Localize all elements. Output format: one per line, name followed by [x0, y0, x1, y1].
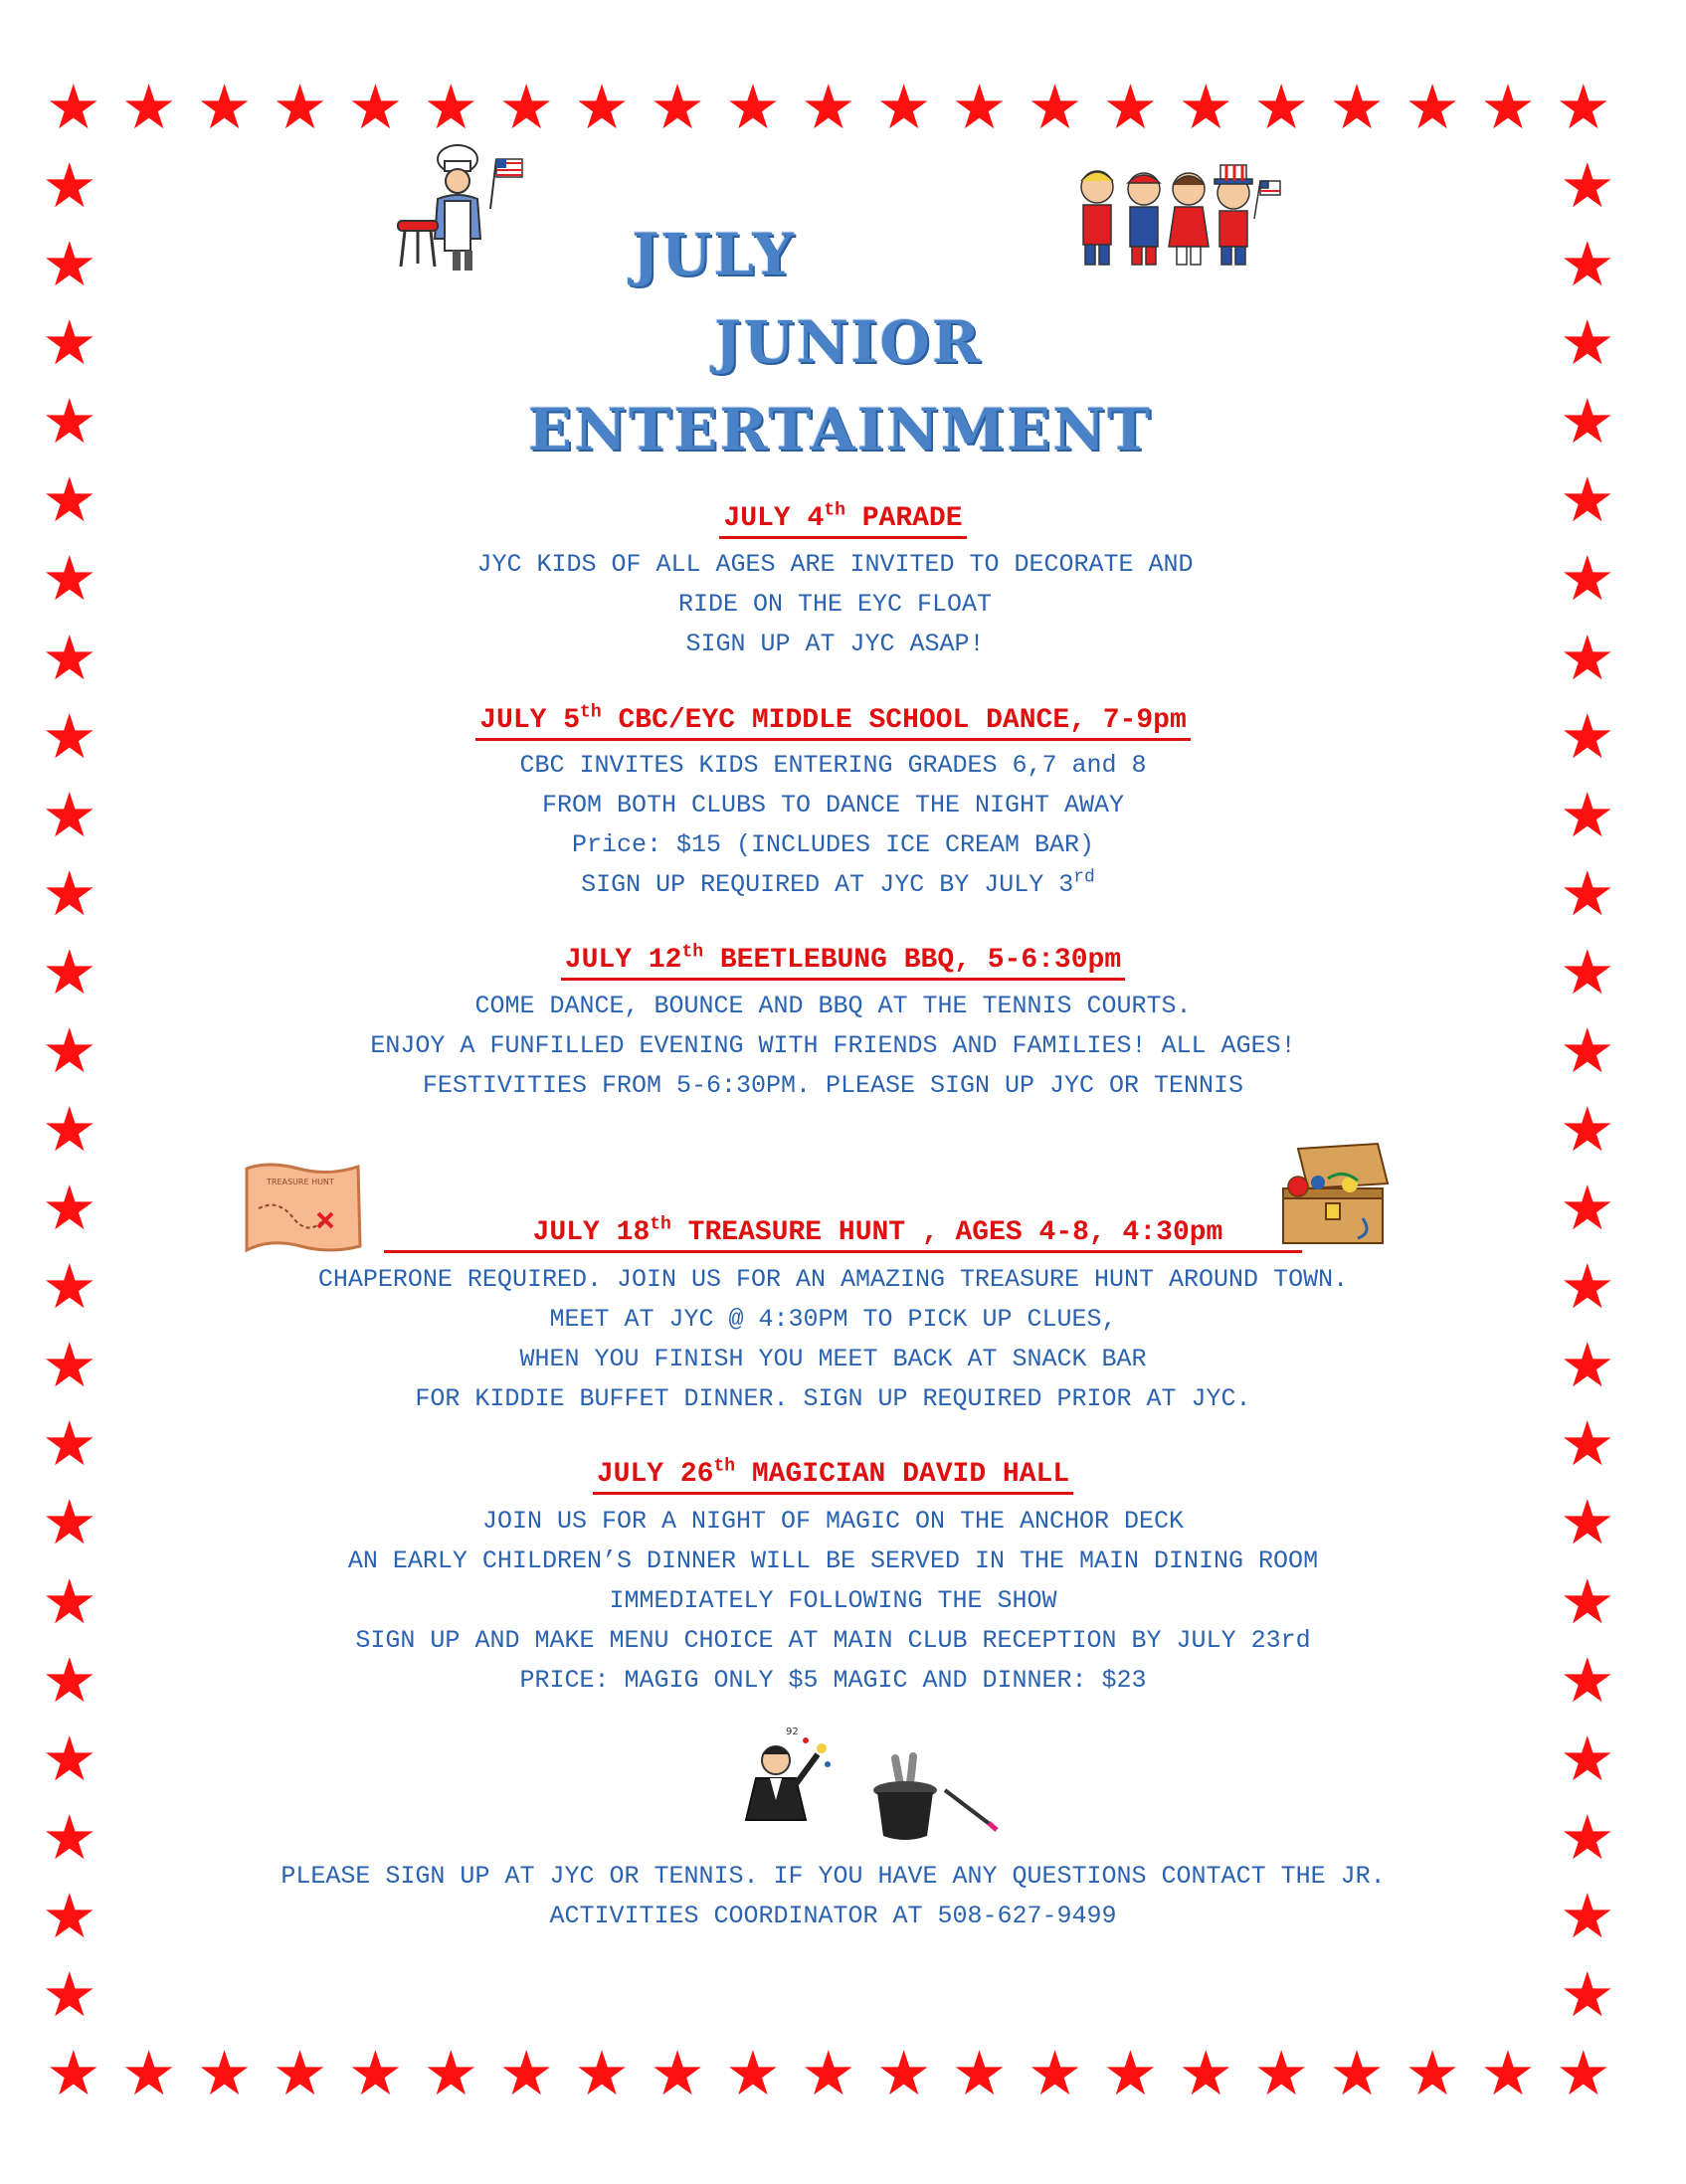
star-icon: ★: [42, 699, 97, 773]
star-icon: ★: [951, 71, 1008, 143]
star-icon: ★: [1560, 542, 1615, 616]
title-junior: JUNIOR: [714, 308, 982, 376]
star-icon: ★: [42, 1800, 97, 1874]
star-icon: ★: [1560, 1879, 1615, 1952]
star-icon: ★: [1560, 149, 1615, 223]
star-icon: ★: [1560, 228, 1615, 301]
svg-text:92: 92: [786, 1727, 799, 1737]
star-icon: ★: [1560, 1800, 1615, 1874]
event-line: FESTIVITIES FROM 5-6:30PM. PLEASE SIGN UP JYC OR TENNIS: [422, 1071, 1244, 1100]
magic-hat-icon: [855, 1750, 1005, 1845]
star-icon: ★: [272, 71, 328, 143]
star-icon: ★: [42, 778, 97, 851]
star-icon: ★: [1480, 71, 1536, 143]
star-icon: ★: [120, 2037, 177, 2109]
star-icon: ★: [42, 1407, 97, 1481]
event-line: MEET AT JYC @ 4:30PM TO PICK UP CLUES,: [549, 1305, 1117, 1334]
star-icon: ★: [42, 856, 97, 930]
event-line: SIGN UP AT JYC ASAP!: [685, 630, 985, 658]
star-icon: ★: [272, 2037, 328, 2109]
star-icon: ★: [42, 542, 97, 616]
star-icon: ★: [42, 1329, 97, 1402]
event-line: SIGN UP REQUIRED AT JYC BY JULY 3rd: [581, 867, 1095, 899]
event-line: CBC INVITES KIDS ENTERING GRADES 6,7 and 8: [519, 751, 1147, 780]
star-icon: ★: [1560, 1564, 1615, 1638]
star-icon: ★: [1329, 71, 1385, 143]
star-icon: ★: [1560, 1329, 1615, 1402]
star-icon: ★: [42, 1250, 97, 1324]
star-icon: ★: [725, 2037, 781, 2109]
star-icon: ★: [875, 2037, 932, 2109]
event-line: IMMEDIATELY FOLLOWING THE SHOW: [609, 1586, 1057, 1615]
star-icon: ★: [42, 1643, 97, 1717]
star-icon: ★: [801, 71, 856, 143]
star-icon: ★: [1329, 2037, 1385, 2109]
star-icon: ★: [347, 71, 404, 143]
star-icon: ★: [1405, 2037, 1460, 2109]
star-icon: ★: [1560, 1093, 1615, 1167]
star-icon: ★: [1560, 306, 1615, 380]
star-icon: ★: [42, 149, 97, 223]
title-entertainment: ENTERTAINMENT: [527, 396, 1153, 463]
event-heading-treasure-hunt: JULY 18th TREASURE HUNT , AGES 4-8, 4:30pm: [0, 1217, 1686, 1253]
star-icon: ★: [42, 935, 97, 1008]
star-icon: ★: [42, 1722, 97, 1795]
star-icon: ★: [42, 228, 97, 301]
event-line: COME DANCE, BOUNCE AND BBQ AT THE TENNIS COURTS.: [474, 992, 1192, 1020]
event-heading-bbq: JULY 12th BEETLEBUNG BBQ, 5-6:30pm: [0, 945, 1686, 981]
star-icon: ★: [1560, 1957, 1615, 2031]
star-icon: ★: [423, 2037, 479, 2109]
star-icon: ★: [1560, 1250, 1615, 1324]
star-icon: ★: [1560, 856, 1615, 930]
star-icon: ★: [498, 71, 554, 143]
star-icon: ★: [951, 2037, 1008, 2109]
star-icon: ★: [725, 71, 781, 143]
star-icon: ★: [1560, 1643, 1615, 1717]
star-icon: ★: [1102, 2037, 1159, 2109]
event-heading-parade: JULY 4th PARADE: [0, 503, 1686, 539]
star-icon: ★: [42, 1879, 97, 1952]
star-icon: ★: [46, 2037, 101, 2109]
star-icon: ★: [1027, 71, 1083, 143]
star-icon: ★: [1560, 935, 1615, 1008]
event-line: WHEN YOU FINISH YOU MEET BACK AT SNACK BAR: [519, 1345, 1147, 1373]
footer-line-2: ACTIVITIES COORDINATOR AT 508-627-9499: [549, 1902, 1117, 1930]
star-icon: ★: [650, 71, 705, 143]
star-icon: ★: [42, 385, 97, 458]
star-icon: ★: [1178, 2037, 1234, 2109]
event-line: Price: $15 (INCLUDES ICE CREAM BAR): [571, 830, 1095, 859]
star-icon: ★: [120, 71, 177, 143]
star-icon: ★: [1480, 2037, 1536, 2109]
magician-icon: [736, 1721, 841, 1830]
star-icon: ★: [1560, 1172, 1615, 1245]
star-icon: ★: [1178, 71, 1234, 143]
star-icon: ★: [1027, 2037, 1083, 2109]
star-icon: ★: [1560, 463, 1615, 537]
star-icon: ★: [42, 1093, 97, 1167]
event-heading-dance: JULY 5th CBC/EYC MIDDLE SCHOOL DANCE, 7-9pm: [0, 705, 1676, 741]
star-icon: ★: [801, 2037, 856, 2109]
svg-text:TREASURE HUNT: TREASURE HUNT: [267, 1178, 334, 1186]
star-icon: ★: [574, 71, 630, 143]
event-line: FOR KIDDIE BUFFET DINNER. SIGN UP REQUIRED PRIOR AT JYC.: [415, 1384, 1251, 1413]
star-icon: ★: [498, 2037, 554, 2109]
event-line: FROM BOTH CLUBS TO DANCE THE NIGHT AWAY: [541, 791, 1125, 819]
star-icon: ★: [1560, 621, 1615, 694]
star-icon: ★: [1560, 385, 1615, 458]
star-icon: ★: [42, 1564, 97, 1638]
star-icon: ★: [42, 1957, 97, 2031]
star-icon: ★: [42, 621, 97, 694]
star-icon: ★: [574, 2037, 630, 2109]
event-line: RIDE ON THE EYC FLOAT: [677, 590, 993, 619]
star-icon: ★: [1560, 1407, 1615, 1481]
star-icon: ★: [196, 2037, 253, 2109]
star-icon: ★: [1405, 71, 1460, 143]
star-icon: ★: [196, 71, 253, 143]
event-line: AN EARLY CHILDREN’S DINNER WILL BE SERVED IN THE MAIN DINING ROOM: [347, 1547, 1319, 1575]
event-line: PRICE: MAGIG ONLY $5 MAGIC AND DINNER: $23: [519, 1666, 1147, 1695]
footer-line-1: PLEASE SIGN UP AT JYC OR TENNIS. IF YOU HAVE ANY QUESTIONS CONTACT THE JR.: [281, 1862, 1386, 1891]
event-line: ENJOY A FUNFILLED EVENING WITH FRIENDS AND FAMILIES! ALL AGES!: [370, 1031, 1296, 1060]
star-icon: ★: [875, 71, 932, 143]
event-heading-magician: JULY 26th MAGICIAN DAVID HALL: [0, 1459, 1676, 1495]
star-icon: ★: [1102, 71, 1159, 143]
star-icon: ★: [1560, 1486, 1615, 1559]
star-icon: ★: [1560, 778, 1615, 851]
event-line: JYC KIDS OF ALL AGES ARE INVITED TO DECORATE AND: [476, 550, 1194, 579]
star-icon: ★: [650, 2037, 705, 2109]
star-icon: ★: [46, 71, 101, 143]
star-icon: ★: [1253, 2037, 1309, 2109]
title-july: JULY: [632, 221, 796, 288]
star-icon: ★: [1556, 2037, 1611, 2109]
star-icon: ★: [42, 1013, 97, 1087]
star-icon: ★: [42, 306, 97, 380]
event-line: CHAPERONE REQUIRED. JOIN US FOR AN AMAZING TREASURE HUNT AROUND TOWN.: [317, 1265, 1349, 1294]
star-icon: ★: [1560, 1722, 1615, 1795]
event-line: SIGN UP AND MAKE MENU CHOICE AT MAIN CLUB RECEPTION BY JULY 23rd: [355, 1626, 1311, 1655]
star-icon: ★: [1556, 71, 1611, 143]
star-icon: ★: [42, 463, 97, 537]
star-icon: ★: [347, 2037, 404, 2109]
star-icon: ★: [42, 1172, 97, 1245]
star-icon: ★: [1253, 71, 1309, 143]
star-icon: ★: [423, 71, 479, 143]
event-line: JOIN US FOR A NIGHT OF MAGIC ON THE ANCHOR DECK: [481, 1507, 1185, 1536]
star-icon: ★: [1560, 699, 1615, 773]
star-icon: ★: [1560, 1013, 1615, 1087]
star-icon: ★: [42, 1486, 97, 1559]
